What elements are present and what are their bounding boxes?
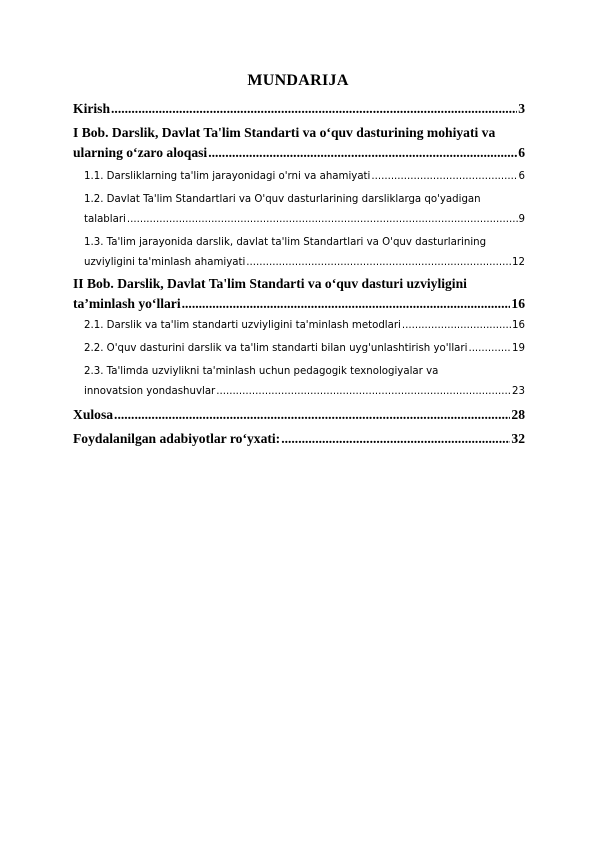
toc-entry-2-1[interactable] bbox=[84, 316, 525, 336]
toc-entry-text-line1: II Bob. Darslik, Davlat Ta'lim Standarti va o‘quv dasturi uzviyligini bbox=[73, 276, 467, 291]
toc-entry-text: Foydalanilgan adabiyotlar ro‘yxati: bbox=[73, 431, 281, 446]
toc-entry-text: 1.1. Darsliklarning ta'lim jarayonidagi o'rni va ahamiyati bbox=[84, 171, 371, 182]
dot-leader bbox=[402, 316, 511, 336]
toc-entry-text: Xulosa bbox=[73, 407, 114, 422]
toc-entry-text: 2.2. O'quv dasturini darslik va ta'lim standarti bilan uyg'unlashtirish yo'llari bbox=[84, 343, 468, 354]
toc-entry-references[interactable] bbox=[73, 429, 525, 449]
toc-page-number: 16 bbox=[511, 296, 525, 311]
dot-leader bbox=[127, 210, 518, 230]
toc-page-number: 19 bbox=[512, 343, 525, 354]
dot-leader bbox=[208, 143, 517, 163]
toc-entry-text: uzviyligini ta'minlash ahamiyati bbox=[84, 257, 246, 268]
dot-leader bbox=[216, 382, 511, 402]
toc-entry-text: innovatsion yondashuvlar bbox=[84, 386, 216, 397]
toc-page-number: 28 bbox=[511, 407, 525, 422]
toc-entry-1-3[interactable] bbox=[84, 233, 525, 273]
dot-leader bbox=[371, 167, 517, 187]
toc-page-number: 6 bbox=[518, 145, 525, 160]
toc-entry-text: ularning o‘zaro aloqasi bbox=[73, 145, 208, 160]
toc-entry-text: Kirish bbox=[73, 101, 111, 116]
dot-leader bbox=[281, 429, 510, 449]
toc-page-number: 9 bbox=[518, 214, 525, 225]
toc-page-number: 6 bbox=[518, 171, 525, 182]
toc-page-number: 32 bbox=[511, 431, 525, 446]
toc-entry-text: 2.1. Darslik va ta'lim standarti uzviyligini ta'minlash metodlari bbox=[84, 320, 401, 331]
toc-entry-1-1[interactable] bbox=[84, 167, 525, 187]
toc-page-number: 3 bbox=[518, 101, 525, 116]
toc-entry-text: ta’minlash yo‘llari bbox=[73, 296, 181, 311]
toc-entry-conclusion[interactable] bbox=[73, 405, 525, 425]
toc-entry-text: talablari bbox=[84, 214, 126, 225]
toc-entry-2-3[interactable] bbox=[84, 362, 525, 402]
dot-leader bbox=[114, 405, 510, 425]
dot-leader bbox=[246, 253, 511, 273]
toc-page-number: 16 bbox=[512, 320, 525, 331]
toc-page-number: 12 bbox=[512, 257, 525, 268]
toc-title: MUNDARIJA bbox=[247, 72, 349, 89]
toc-entry-text-line1: I Bob. Darslik, Davlat Ta'lim Standarti va o‘quv dasturining mohiyati va bbox=[73, 125, 496, 140]
toc-entry-2-2[interactable] bbox=[84, 339, 525, 359]
dot-leader bbox=[111, 99, 517, 119]
toc-entry-intro[interactable] bbox=[73, 99, 525, 119]
toc-entry-1-2[interactable] bbox=[84, 190, 525, 230]
toc-page-number: 23 bbox=[512, 386, 525, 397]
toc-entry-text-line1: 1.2. Davlat Ta'lim Standartlari va O'quv dasturlarining darsliklarga qo'yadigan bbox=[84, 194, 481, 205]
toc-entry-text-line1: 1.3. Ta'lim jarayonida darslik, davlat ta'lim Standartlari va O'quv dasturlarining bbox=[84, 237, 487, 248]
dot-leader bbox=[468, 339, 511, 359]
dot-leader bbox=[182, 294, 511, 314]
toc-entry-chapter-1[interactable] bbox=[73, 123, 525, 163]
toc-entry-chapter-2[interactable] bbox=[73, 274, 525, 314]
toc-entry-text-line1: 2.3. Ta'limda uzviylikni ta'minlash uchun pedagogik texnologiyalar va bbox=[84, 366, 439, 377]
